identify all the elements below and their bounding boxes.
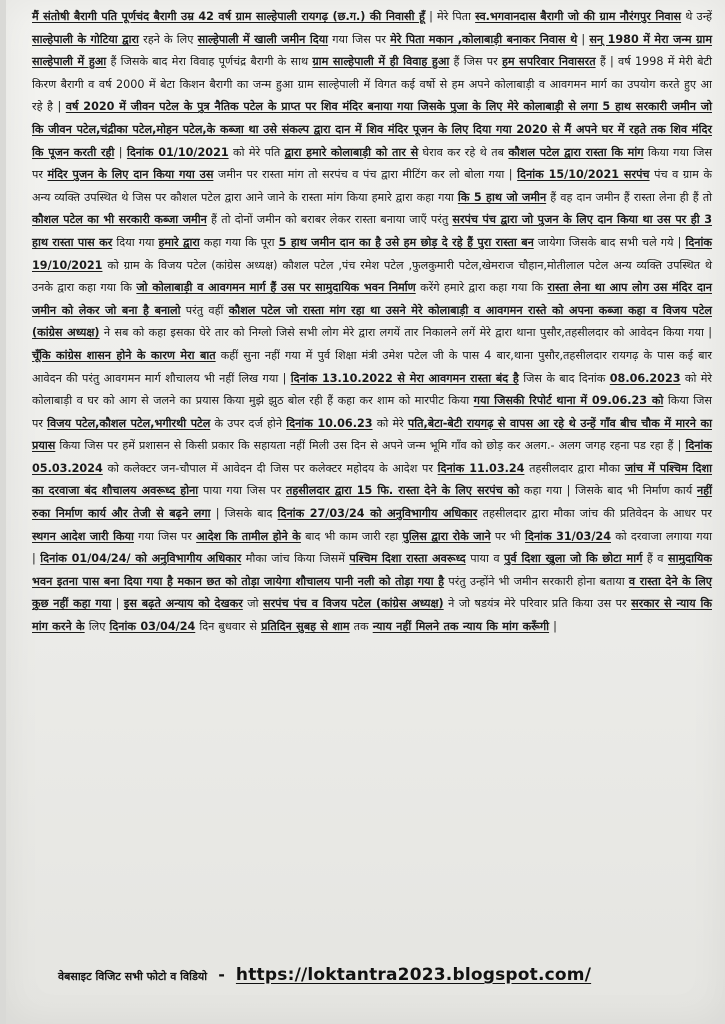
underlined-phrase: कौशल पटेल का भी सरकारी कब्जा जमीन bbox=[32, 213, 207, 227]
underlined-phrase: हम सपरिवार निवासरत bbox=[501, 55, 596, 69]
text-segment: तक bbox=[349, 620, 373, 634]
underlined-phrase: दिनांक 03/04/24 bbox=[109, 620, 196, 634]
underlined-phrase: रास्ता लेना था आप लोग उस मंदिर दान जमीन को लेकर जो बना है बनालो bbox=[32, 281, 712, 317]
complaint-paragraph bbox=[32, 6, 712, 639]
underlined-phrase: स्थगन आदेश जारी किया bbox=[32, 529, 134, 543]
underlined-phrase: हमारे द्वारा bbox=[158, 235, 200, 249]
text-segment: थे उन्हें bbox=[681, 10, 712, 23]
text-segment: किया जिस पर हमें प्रशासन से किसी प्रकार कि सहायता नहीं मिली उस दिन से अपने जन्म भूमि गाँव को छोड़ कर अलग.- अलग जगह रहना पड रहा हैं | bbox=[55, 439, 686, 453]
underlined-phrase: पश्चिम दिशा रास्ता अवरूध्द bbox=[349, 552, 466, 566]
text-segment: को ग्राम के विजय पटेल (कांग्रेस अध्यक्ष) कौशल पटेल ,पंच रमेश पटेल ,फुलकुमारी पटेल,खेमराज चौहान,मोतीलाल पटेल अन्य व्यक्ति उपस्थित थे उनके द्वारा कहा गया कि bbox=[32, 258, 712, 295]
underlined-phrase: कौशल पटेल द्वारा रास्ता कि मांग bbox=[508, 145, 644, 159]
text-segment: करेंगे हमारे द्वारा कहा गया कि bbox=[415, 281, 548, 295]
text-segment: पाया व bbox=[465, 552, 505, 566]
underlined-phrase: स्व.भगवानदास बैरागी जो की ग्राम नौरंगपुर निवास bbox=[475, 10, 682, 23]
text-segment: किया गया जिस पर bbox=[32, 145, 713, 182]
text-segment: जायेगा जिसके बाद सभी चले गये | bbox=[533, 235, 686, 249]
footer-line bbox=[58, 965, 698, 985]
underlined-phrase: सरपंच पंच द्वारा जो पुजन के लिए दान किया था उस पर ही 3 हाथ रास्ता पास कर bbox=[32, 213, 712, 249]
underlined-phrase: वर्ष 2020 में जीवन पटेल के पुत्र नैतिक पटेल के प्राप्त पर शिव मंदिर बनाया गया जिसके पुजा के लिए मेरे कोलाबाड़ी से लगा 5 हाथ सरकारी जमीन जो कि जीवन पटेल,चंद्रीका पटेल,मोहन पटेल,के कब्जा था उसे संकल्प द्वारा दान में शिव मंदिर पूजन के लिए दिया गया 2020 से मैं अपने घर में रहते तक शिव मंदिर कि पूजन करती रही bbox=[32, 100, 712, 159]
text-segment: | bbox=[111, 597, 124, 611]
underlined-phrase: साल्हेपाली के गोटिया द्वारा bbox=[32, 32, 139, 46]
underlined-phrase: जांच में पश्चिम दिशा का दरवाजा बंद शौचालय अवरूध्द होना bbox=[32, 461, 713, 498]
text-segment: तहसीलदार द्वारा मौका bbox=[524, 461, 625, 475]
text-segment: पाया गया जिस पर bbox=[198, 484, 286, 498]
underlined-phrase: दिनांक 01/10/2021 bbox=[126, 145, 229, 159]
underlined-phrase: इस बढ़ते अन्याय को देखकर bbox=[123, 597, 243, 611]
underlined-phrase: दिनांक 10.06.23 bbox=[286, 416, 373, 430]
underlined-phrase: आदेश कि तामील होने के bbox=[196, 529, 301, 543]
underlined-phrase: दिनांक 19/10/2021 bbox=[32, 235, 713, 272]
underlined-phrase: सन् 1980 में मेरा जन्म ग्राम साल्हेपाली में हुआ bbox=[32, 32, 713, 69]
underlined-phrase: ग्राम साल्हेपाली में ही विवाह हुआ bbox=[312, 55, 450, 69]
text-segment: पंच व ग्राम के अन्य व्यक्ति उपस्थित थे जिस पर कौशल पटेल द्वारा आने जाने के रास्ता मांग किया हमारे द्वारा कहा गया bbox=[32, 168, 712, 204]
underlined-phrase: द्वारा हमारे कोलाबाड़ी को तार से bbox=[284, 145, 419, 159]
text-segment: दिया गया bbox=[112, 235, 159, 249]
text-segment: गया जिस पर bbox=[328, 32, 391, 46]
underlined-phrase: विजय पटेल,कौशल पटेल,भगीरथी पटेल bbox=[47, 416, 211, 430]
text-segment: को मेरे कोलाबाड़ी व घर को आग से जलने का प्रयास किया मुझे झुठ बोल रही हैं कहा कर शाम को मारपीट किया bbox=[32, 371, 713, 408]
underlined-phrase: नहीं रुका निर्माण कार्य और तेजी से बढ़ने लगा bbox=[32, 484, 713, 521]
underlined-phrase: दिनांक 27/03/24 को अनुविभागीय अधिकार bbox=[277, 507, 478, 521]
text-segment: हैं | वर्ष 1998 में मेरी बेटी किरण बैरागी व वर्ष 2000 में बेटा किशन बैरागी का जन्म हुआ ग्राम साल्हेपाली में विगत कई वर्षो से हम अपने कोलाबाड़ी व आवगमन मार्ग का उपयोग करते हुए आ रहे है | bbox=[32, 55, 713, 114]
underlined-phrase: दिनांक 15/10/2021 सरपंच bbox=[517, 168, 650, 182]
text-segment: हैं जिसके बाद मेरा विवाह पूर्णचंद्र बैरागी के साथ bbox=[106, 55, 313, 69]
text-segment: लिए bbox=[84, 620, 110, 634]
text-segment: जो bbox=[242, 597, 264, 611]
underlined-phrase: सरकार से न्याय कि मांग करने के bbox=[32, 597, 712, 634]
text-segment: दिन बुधवार से bbox=[195, 620, 262, 634]
text-segment: को मेरे पति bbox=[228, 145, 285, 159]
text-segment: कहीं सुना नहीं गया में पुर्व शिक्षा मंत्री उमेश पटेल जी के पास 4 बार,थाना पुसौर,तहसीलदार रायगढ़ के पास कई बार आवेदन की परंतु आवगमन मार्ग शौचालय भी नहीं लिख गया | bbox=[32, 348, 712, 385]
underlined-phrase: कि 5 हाथ जो जमीन bbox=[457, 190, 547, 204]
underlined-phrase: सरपंच पंच व विजय पटेल (कांग्रेस अध्यक्ष) bbox=[263, 597, 444, 611]
text-segment: कहा गया | जिसके बाद भी निर्माण कार्य bbox=[519, 484, 697, 498]
text-segment: को मेरे bbox=[372, 416, 408, 430]
text-segment: | bbox=[549, 620, 557, 634]
text-segment: | bbox=[114, 145, 127, 159]
text-segment: हैं व bbox=[642, 552, 669, 566]
underlined-phrase: दिनांक 13.10.2022 से मेरा आवगमन रास्ता बंद है bbox=[290, 371, 519, 385]
text-segment: घेराव कर रहे थे तब bbox=[418, 145, 509, 159]
underlined-phrase: दिनांक 11.03.24 bbox=[437, 461, 525, 475]
underlined-phrase: मेरे पिता मकान ,कोलाबाड़ी बनाकर निवास थे bbox=[390, 32, 578, 46]
text-segment: हैं वह दान जमीन हैं रास्ता लेना ही हैं तो bbox=[546, 190, 712, 204]
text-segment: हैं जिस पर bbox=[449, 55, 502, 69]
text-segment: हैं तो दोनों जमीन को बराबर लेकर रास्ता बनाया जाएँ परंतु bbox=[206, 213, 453, 227]
underlined-phrase: साल्हेपाली में खाली जमीन दिया bbox=[197, 32, 329, 46]
footer-dash: - bbox=[218, 965, 225, 984]
underlined-phrase: कौशल पटेल जो रास्ता मांग रहा था उसने मेरे कोलाबाड़ी व आवगमन रास्ते को अपना कब्जा कहा व विजय पटेल (कांग्रेस अध्यक्ष) bbox=[32, 303, 712, 340]
text-segment: | जिसके बाद bbox=[210, 507, 278, 521]
text-segment: | bbox=[577, 32, 590, 46]
text-segment: किया जिस पर bbox=[32, 394, 712, 430]
text-segment: रहने के लिए bbox=[138, 32, 198, 46]
underlined-phrase: 5 हाथ जमीन दान का है उसे हम छोड़ दे रहे हैं पुरा रास्ता बन bbox=[278, 235, 534, 249]
underlined-phrase: पुलिस द्वारा रोके जाने bbox=[402, 529, 491, 543]
underlined-phrase: तहसीलदार द्वारा 15 फि. रास्ता देने के लिए सरपंच को bbox=[285, 484, 520, 498]
underlined-phrase: प्रतिदिन सुबह से शाम bbox=[261, 620, 350, 634]
text-segment: ने जो षडयंत्र मेरे परिवार प्रति किया उस पर bbox=[443, 597, 632, 611]
text-segment: परंतु वहीं bbox=[180, 303, 229, 317]
text-segment: को दरवाजा लगाया गया | bbox=[32, 529, 712, 566]
text-segment: ने सब को कहा इसका घेरे तार को निग्लो जिसे सभी लोग मेरे द्वारा लगयें तार निकालने लगें मेरे द्वारा थाना पुसौर,तहसीलदार को आवेदन किया गया | bbox=[99, 326, 712, 340]
underlined-phrase: पति,बेटा-बेटी रायगढ़ से वापस आ रहे थे उन्हें गाँव बीच चौक में मारने का प्रयास bbox=[32, 416, 712, 453]
footer-url-link[interactable]: https://loktantra2023.blogspot.com/ bbox=[235, 965, 592, 985]
complaint-letter-body bbox=[32, 6, 712, 639]
underlined-phrase: दिनांक 05.03.2024 bbox=[32, 439, 712, 475]
underlined-phrase: सामुदायिक भवन इतना पास बना दिया गया है मकान छत को तोड़ा जायेगा शौचालय पानी नली को तोड़ा गया है bbox=[32, 552, 712, 588]
underlined-phrase: मैं संतोषी बैरागी पति पूर्णचंद बैरागी उम्र 42 वर्ष ग्राम साल्हेपाली रायगढ़ (छ.ग.) की निवासी हूँ bbox=[32, 10, 425, 23]
text-segment: पर भी bbox=[490, 529, 526, 543]
text-segment: तहसीलदार द्वारा मौका जांच की प्रतिवेदन के आधर पर bbox=[477, 507, 712, 521]
underlined-phrase: जो कोलाबाड़ी व आवगमन मार्ग हैं उस पर सामुदायिक भवन निर्माण bbox=[136, 281, 416, 295]
text-segment: बाद भी काम जारी रहा bbox=[300, 529, 403, 543]
underlined-phrase: दिनांक 01/04/24/ को अनुविभागीय अधिकार bbox=[40, 552, 242, 566]
underlined-phrase: चूँकि कांग्रेस शासन होने के कारण मेरा बात bbox=[32, 348, 216, 362]
text-segment: मौका जांच किया जिसमें bbox=[241, 552, 350, 566]
text-segment: जिस के बाद दिनांक bbox=[518, 371, 610, 385]
text-segment: | मेरे पिता bbox=[424, 10, 476, 23]
underlined-phrase: पुर्व दिशा खुला जो कि छोटा मार्ग bbox=[504, 552, 643, 566]
underlined-phrase: दिनांक 31/03/24 bbox=[525, 529, 611, 543]
text-segment: को कलेक्टर जन-चौपाल में आवेदन दी जिस पर कलेक्टर महोदय के आदेश पर bbox=[102, 461, 438, 475]
document-page bbox=[6, 0, 725, 1024]
text-segment: के उपर दर्ज होने bbox=[210, 416, 287, 430]
text-segment: कहा गया कि पूरा bbox=[199, 235, 279, 249]
underlined-phrase: व रास्ता देने के लिए कुछ नहीं कहा गया bbox=[32, 574, 712, 611]
text-segment: गया जिस पर bbox=[133, 529, 197, 543]
underlined-phrase: गया जिसकी रिपोर्ट थाना में 09.06.23 को bbox=[473, 394, 664, 408]
text-segment: परंतु उन्होंने भी जमीन सरकारी होना बताया bbox=[444, 574, 629, 588]
text-segment: जमीन पर रास्ता मांग तो सरपंच व पंच द्वारा मीटिंग कर लो बोला गया | bbox=[213, 168, 518, 182]
underlined-phrase: मंदिर पुजन के लिए दान किया गया उस bbox=[47, 168, 214, 182]
footer-label: वेबसाइट विजिट सभी फोटो व विडियो bbox=[58, 970, 208, 983]
underlined-phrase: 08.06.2023 bbox=[609, 371, 681, 385]
underlined-phrase: न्याय नहीं मिलने तक न्याय कि मांग करूँगी bbox=[372, 620, 550, 634]
